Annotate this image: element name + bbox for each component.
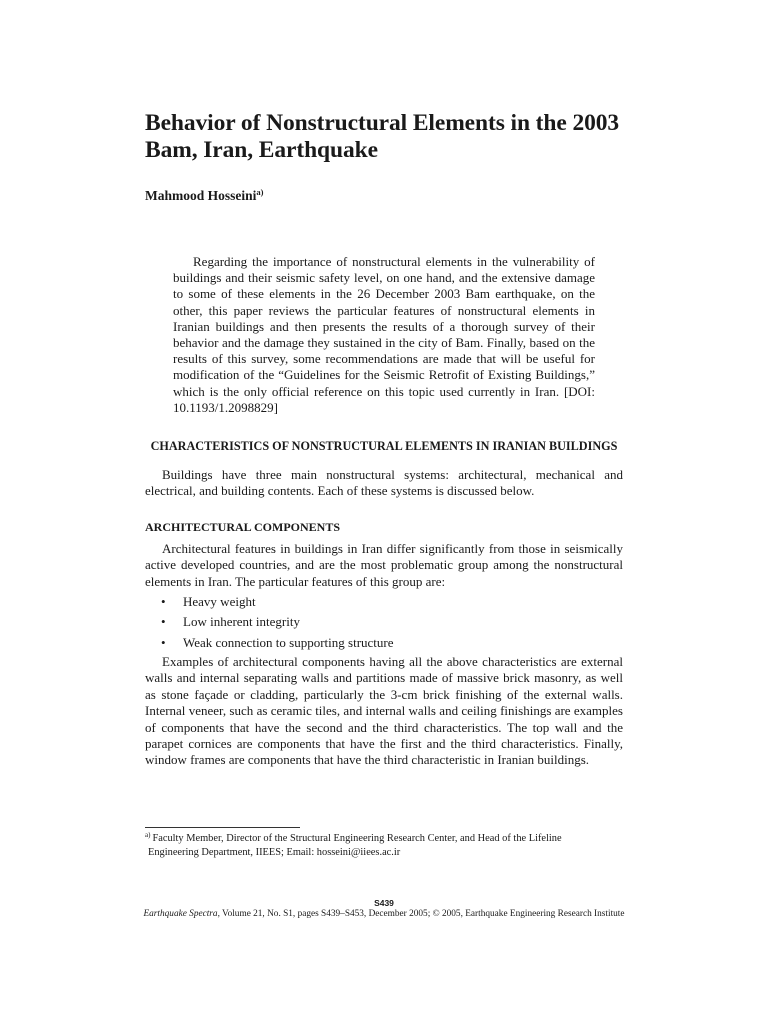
footnote-divider	[145, 827, 300, 828]
footnote-line-1	[145, 832, 623, 846]
journal-name: Earthquake Spectra,	[143, 909, 220, 919]
section-heading: CHARACTERISTICS OF NONSTRUCTURAL ELEMENTS IN IRANIAN BUILDINGS	[150, 439, 618, 454]
list-item-text: Heavy weight	[183, 594, 256, 610]
list-item	[161, 612, 623, 632]
page-number: S439	[374, 898, 394, 908]
footnote-text-1: Faculty Member, Director of the Structural Engineering Research Center, and Head of the Lifeline	[152, 833, 562, 844]
footnote-marker: a)	[145, 831, 151, 839]
architectural-paragraph: Architectural features in buildings in Iran differ significantly from those in seismically active developed countries, and are the most problematic group among the nonstructural elements in Iran. The particular features of this group are:	[145, 540, 623, 589]
bullet-icon: •	[161, 634, 166, 650]
author-line	[145, 188, 623, 204]
list-item-text: Low inherent integrity	[183, 614, 300, 630]
footnote	[145, 832, 623, 860]
list-item	[161, 633, 623, 653]
section-intro-paragraph: Buildings have three main nonstructural systems: architectural, mechanical and electrical, and building contents. Each of these systems is discussed below.	[145, 467, 623, 499]
list-item	[161, 592, 623, 612]
feature-list	[161, 592, 623, 653]
list-item-text: Weak connection to supporting structure	[183, 634, 394, 650]
footnote-line-2: Engineering Department, IIEES; Email: hosseini@iiees.ac.ir	[148, 847, 401, 858]
subsection-heading: ARCHITECTURAL COMPONENTS	[145, 519, 341, 534]
bullet-icon: •	[161, 614, 166, 630]
bullet-icon: •	[161, 594, 166, 610]
citation-line	[0, 908, 768, 920]
article-body	[145, 110, 623, 769]
author-name: Mahmood Hosseini	[145, 188, 257, 203]
examples-paragraph: Examples of architectural components having all the above characteristics are external walls and internal separating walls and partitions made of massive brick masonry, as well as stone façade or cladding, particularly the 3-cm brick finishing of the external walls. Internal veneer, such as ceramic tiles, and internal walls and ceiling finishings are examples of components that have the second and the third characteristics. The top wall and the parapet cornices are components that have the first and the third characteristics. Finally, window frames are components that have the third characteristic in Iranian buildings.	[145, 653, 623, 768]
author-footnote-marker: a)	[256, 187, 264, 197]
citation-details: Volume 21, No. S1, pages S439–S453, December 2005; © 2005, Earthquake Engineering Research Institute	[219, 909, 625, 919]
abstract: Regarding the importance of nonstructural elements in the vulnerability of buildings and their seismic safety level, on one hand, and the extensive damage to some of these elements in the 26 December 2003 Bam earthquake, on the other, this paper reviews the particular features of nonstructural elements in Iranian buildings and then presents the results of a thorough survey of their behavior and the damage they sustained in the city of Bam. Finally, based on the results of this survey, some recommendations are made that will be useful for modification of the “Guidelines for the Seismic Retrofit of Existing Buildings,” which is the only official reference on this topic used currently in Iran. [DOI: 10.1193/1.2098829]	[173, 254, 595, 415]
paper-title: Behavior of Nonstructural Elements in the 2003 Bam, Iran, Earthquake	[145, 110, 620, 163]
